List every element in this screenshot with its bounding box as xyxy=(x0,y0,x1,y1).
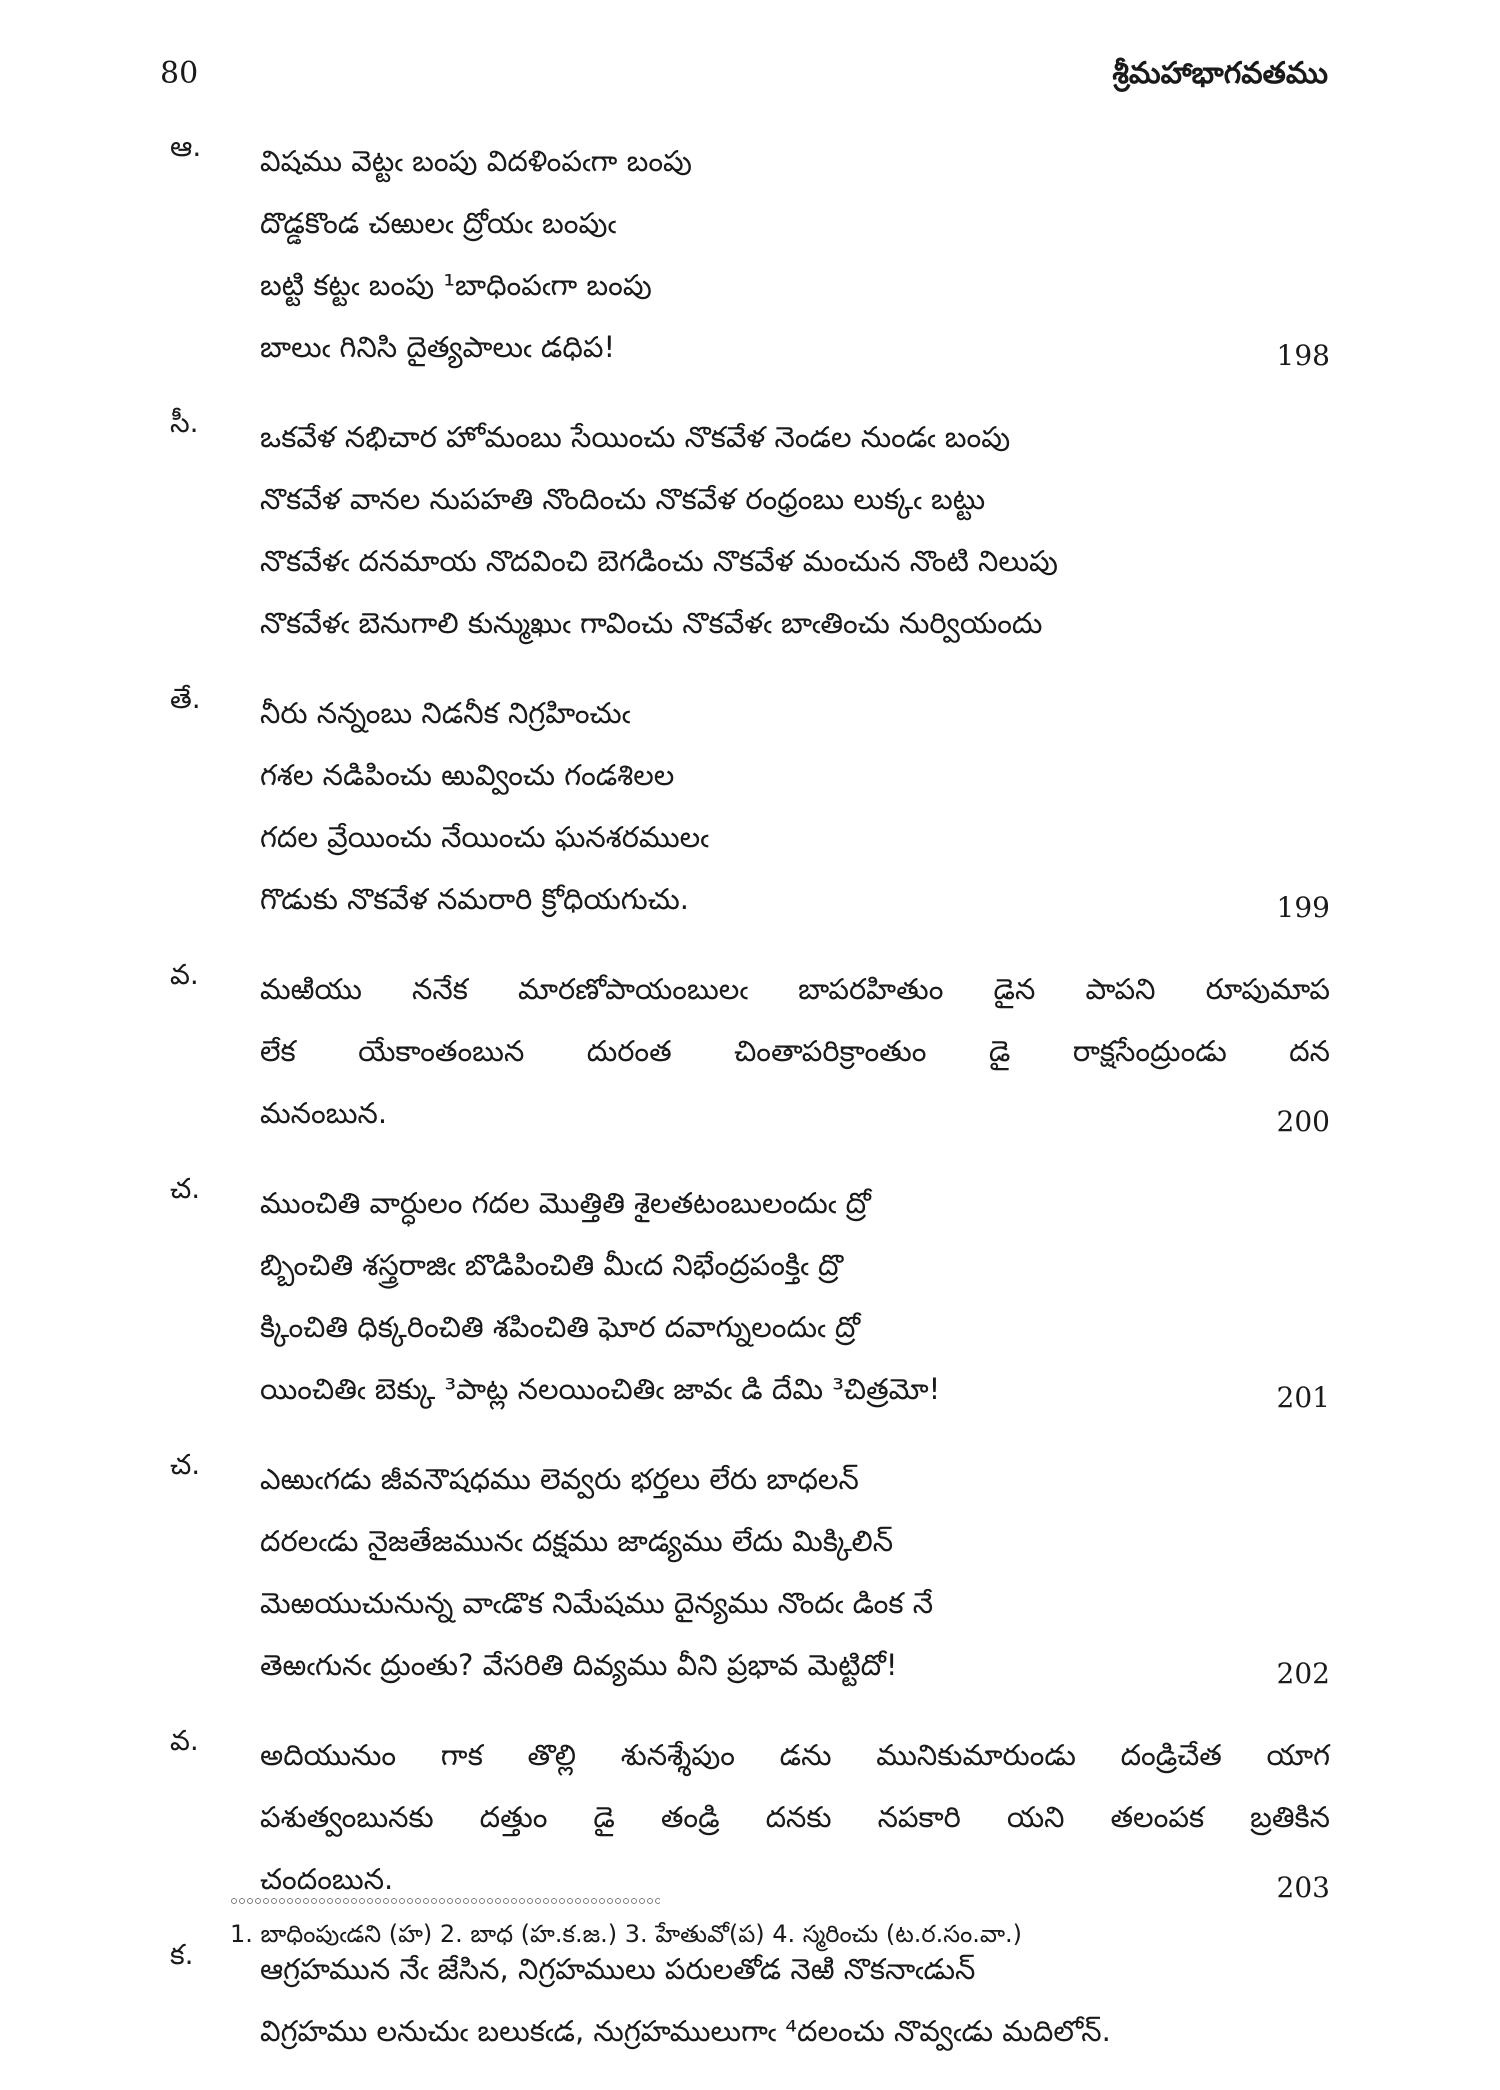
verse-line: అదియునుం గాక తొల్లి శునశ్శేపుం డను మునికుమారుండు దండ్రిచేత యాగ xyxy=(260,1738,1330,1772)
text-area xyxy=(170,130,1330,2090)
verse-number: 201 xyxy=(1276,1381,1330,1414)
verse-line: ఎఱుఁగడు జీవనౌషధము లెవ్వరు భర్తలు లేరు బాధలన్ xyxy=(260,1462,859,1496)
verse-line: క్కించితి ధిక్కరించితి శపించితి ఘోర దవాగ్నులందుఁ ద్రో xyxy=(260,1310,861,1344)
verse-line: గొడుకు నొకవేళ నమరారి క్రోధియగుచు. xyxy=(260,882,689,916)
verse-line: నీరు నన్నంబు నిడనీక నిగ్రహించుఁ xyxy=(260,696,631,730)
verse-line: బాలుఁ గినిసి దైత్యపాలుఁ డధిప! xyxy=(260,330,616,364)
verse-line: తెఱఁగునఁ ద్రుంతు? వేసరితి దివ్యము వీని ప్రభావ మెట్టిదో! xyxy=(260,1648,898,1682)
verse-meter-marker: వ. xyxy=(170,958,199,991)
verse-block xyxy=(170,1448,1330,1696)
running-title: శ్రీమహాభాగవతము xyxy=(1112,56,1328,91)
verse-meter-marker: చ. xyxy=(170,1448,201,1481)
verse-line: మనంబున. xyxy=(260,1096,388,1130)
verse-line: గదల వ్రేయించు నేయించు ఘనశరములఁ xyxy=(260,820,709,854)
verse-number: 199 xyxy=(1276,891,1330,924)
verse-line: మెఱయుచునున్న వాఁడొక నిమేషము దైన్యము నొందఁ డింక నే xyxy=(260,1586,934,1620)
verse-meter-marker: వ. xyxy=(170,1724,199,1757)
verse-block xyxy=(170,1172,1330,1420)
verse-line: విషము వెట్టఁ బంపు విదళింపఁగా బంపు xyxy=(260,144,692,178)
verse-number: 198 xyxy=(1276,339,1330,372)
verse-line: యించితిఁ బెక్కు ³పాట్ల నలయించితిఁ జావఁ డి దేమి ³చిత్రమో! xyxy=(260,1372,941,1406)
verse-line: నొకవేళఁ దనమాయ నొదవించి బెగడించు నొకవేళ మంచున నొంటి నిలుపు xyxy=(260,544,1058,578)
verse-line: బట్టి కట్టఁ బంపు ¹బాధింపఁగా బంపు xyxy=(260,268,652,302)
verse-block xyxy=(170,130,1330,378)
verse-meter-marker: సీ. xyxy=(170,406,199,439)
verse-block xyxy=(170,1724,1330,1910)
verse-block xyxy=(170,406,1330,654)
verse-line: నొకవేళ వానల నుపహతి నొందించు నొకవేళ రంధ్రంబు లుక్కఁ బట్టు xyxy=(260,482,986,516)
verse-number: 202 xyxy=(1276,1657,1330,1690)
verse-number: 203 xyxy=(1276,1871,1330,1904)
verse-line: దరలఁడు నైజతేజమునఁ దక్షము జాడ్యము లేదు మిక్కిలిన్ xyxy=(260,1524,894,1558)
verse-line: దొడ్డకొండ చఱులఁ ద్రోయఁ బంపుఁ xyxy=(260,206,617,240)
verse-block xyxy=(170,1938,1330,2062)
page-number: 80 xyxy=(160,56,199,91)
verse-meter-marker: క. xyxy=(170,1938,194,1971)
footnotes: 1. బాధింపుఁడని (హ) 2. బాధ (హ.క.జ.) 3. హేతువో(ప) 4. స్మరించు (ట.ర.సం.వా.) xyxy=(230,1920,1023,1948)
verse-line: గశల నడిపించు ఱువ్వించు గండశిలల xyxy=(260,758,675,792)
verse-line: పశుత్వంబునకు దత్తుం డై తండ్రి దనకు నపకారి యని తలంపక బ్రతికిన xyxy=(260,1800,1330,1834)
verse-line: ముంచితి వార్ధులం గదల మొత్తితి శైలతటంబులందుఁ ద్రో xyxy=(260,1186,871,1220)
verse-line: ఆగ్రహమున నేఁ జేసిన, నిగ్రహములు పరులతోడ నెఱి నొకనాఁడున్ xyxy=(260,1952,976,1986)
verse-block xyxy=(170,958,1330,1144)
verse-meter-marker: చ. xyxy=(170,1172,201,1205)
verse-number: 200 xyxy=(1276,1105,1330,1138)
verse-line: ఒకవేళ నభిచార హోమంబు సేయించు నొకవేళ నెండల నుండఁ బంపు xyxy=(260,420,1011,454)
verse-line: విగ్రహము లనుచుఁ బలుకఁడ, నుగ్రహములుగాఁ ⁴దలంచు నొవ్వఁడు మదిలోన్. xyxy=(260,2014,1111,2048)
verse-line: చందంబున. xyxy=(260,1862,394,1896)
verse-meter-marker: తే. xyxy=(170,682,201,715)
verse-line: మఱియు ననేక మారణోపాయంబులఁ బాపరహితుం డైన పాపని రూపుమాప xyxy=(260,972,1330,1006)
verse-line: నొకవేళఁ బెనుగాలి కున్ముఖుఁ గావించు నొకవేళఁ బాఁతించు నుర్వియందు xyxy=(260,606,1043,640)
verse-meter-marker: ఆ. xyxy=(170,130,202,163)
verse-line: లేక యేకాంతంబున దురంత చింతాపరిక్రాంతుం డై రాక్షసేంద్రుండు దన xyxy=(260,1034,1330,1068)
footnote-separator xyxy=(230,1898,660,1904)
verse-block xyxy=(170,682,1330,930)
verse-line: బ్బించితి శస్త్రరాజిఁ బొడిపించితి మీఁద నిభేంద్రపంక్తిఁ ద్రొ xyxy=(260,1248,844,1282)
